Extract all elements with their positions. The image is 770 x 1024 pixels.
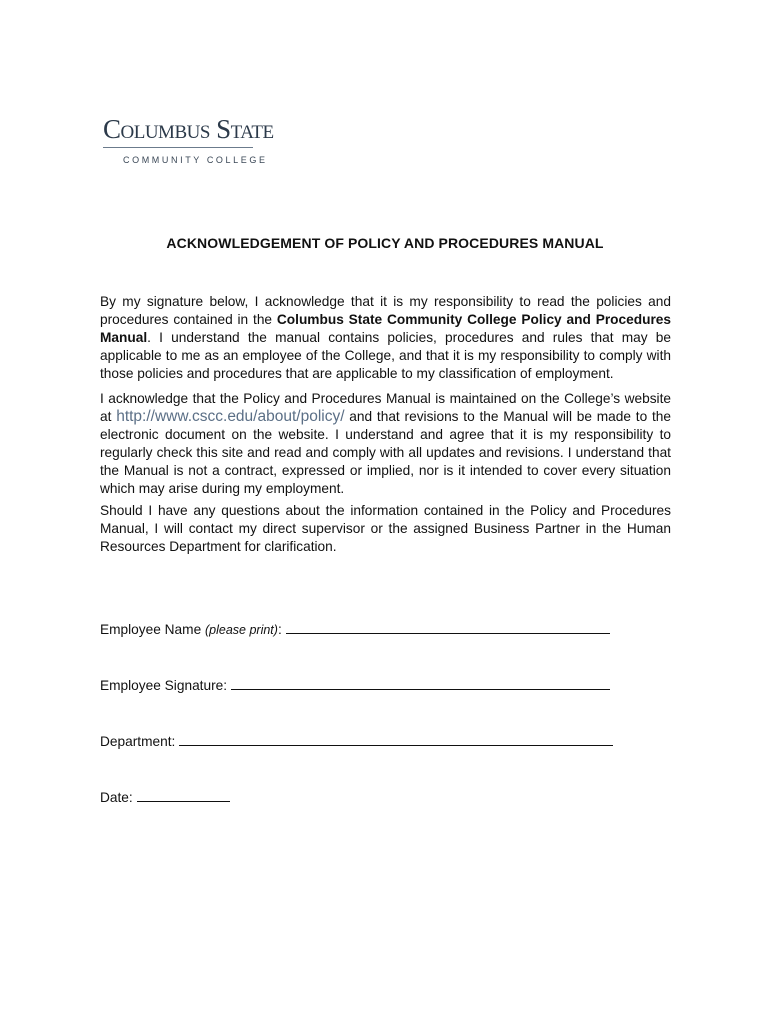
- employee-signature-line[interactable]: [231, 675, 610, 690]
- employee-name-label: Employee Name: [100, 622, 205, 637]
- employee-name-line[interactable]: [286, 619, 610, 634]
- paragraph2-text-before: I acknowledge that the Policy and Procedures Manual is maintained on the College’s website at: [100, 391, 671, 424]
- department-field: [100, 731, 613, 749]
- college-logo: [103, 114, 274, 165]
- policy-link[interactable]: http://www.cscc.edu/about/policy/: [116, 408, 345, 425]
- department-line[interactable]: [179, 731, 613, 746]
- employee-name-field: [100, 619, 610, 637]
- employee-signature-field: [100, 675, 610, 693]
- paragraph2-text-after: and that revisions to the Manual will be made to the electronic document on the website. I understand and agree that it is my responsibility to regularly check this site and read and comply with all updates and revisions. I understand that the Manual is not a contract, expressed or implied, nor is it intended to cover every situation which may arise during my employment.: [100, 409, 671, 496]
- employee-name-hint: (please print): [204, 623, 278, 637]
- date-line[interactable]: [137, 787, 230, 802]
- logo-subtitle: COMMUNITY COLLEGE: [123, 155, 268, 165]
- date-field: [100, 787, 230, 805]
- logo-divider: [103, 147, 253, 148]
- paragraph-acknowledgement: [100, 293, 671, 383]
- paragraph-website: [100, 390, 671, 498]
- paragraph-questions: Should I have any questions about the information contained in the Policy and Procedures Manual, I will contact my direct supervisor or the assigned Business Partner in the Human Resources Department for clarification.: [100, 503, 671, 554]
- paragraph1-text-before: By my signature below, I acknowledge that it is my responsibility to read the policies and procedures contained in the: [100, 294, 671, 327]
- employee-signature-label: Employee Signature:: [100, 678, 231, 693]
- document-title: ACKNOWLEDGEMENT OF POLICY AND PROCEDURES MANUAL: [166, 235, 604, 251]
- date-label: Date:: [100, 790, 137, 805]
- paragraph1-text-after: . I understand the manual contains policies, procedures and rules that may be applicable to me as an employee of the College, and that it is my responsibility to comply with those policies and procedures that are applicable to my classification of employment.: [100, 330, 671, 381]
- employee-name-colon: :: [277, 622, 286, 637]
- logo-name: Columbus State: [103, 114, 274, 144]
- manual-name-bold: Columbus State Community College Policy and Procedures Manual: [100, 312, 672, 345]
- department-label: Department:: [100, 734, 180, 749]
